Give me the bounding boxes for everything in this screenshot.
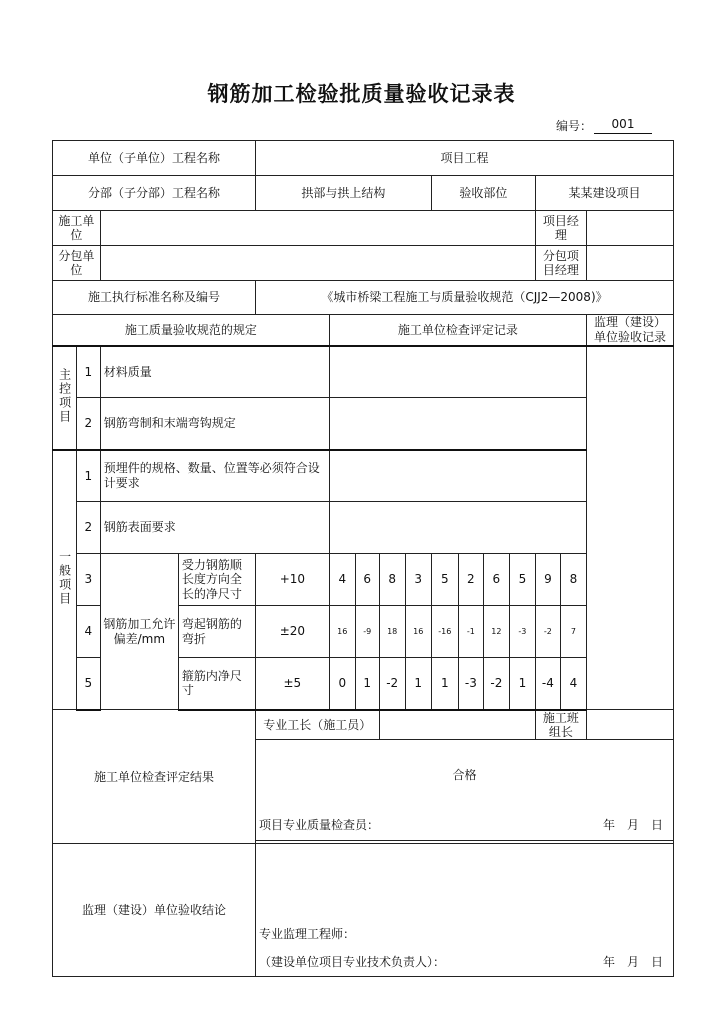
supervisor-record (586, 346, 673, 710)
measure-3-value: 6 (355, 554, 379, 606)
division-row (53, 176, 674, 211)
construction-check-label: 施工单位检查评定结果 (53, 710, 256, 844)
unit-project-value: 项目工程 (255, 141, 673, 176)
measure-5-value: 1 (355, 658, 379, 710)
construction-unit-label: 施工单位 (53, 211, 101, 246)
spec-column-header: 施工质量验收规范的规定 (53, 315, 330, 346)
supervision-blank (255, 844, 673, 919)
supervision-engineer-label: 专业监理工程师： (255, 919, 673, 949)
measure-5-value: 1 (509, 658, 535, 710)
team-leader-label: 施工班组长 (535, 710, 586, 740)
general-item-2-record (329, 502, 586, 554)
check-column-header: 施工单位检查评定记录 (329, 315, 586, 346)
measure-3-value: 2 (458, 554, 483, 606)
measure-3-value: 5 (509, 554, 535, 606)
measure-5-text: 箍筋内净尺寸 (178, 658, 255, 710)
main-item-1-no: 1 (76, 346, 100, 398)
unit-project-label: 单位（子单位）工程名称 (53, 141, 256, 176)
general-item-1-no: 1 (76, 450, 100, 502)
main-item-1-record (329, 346, 586, 398)
subcontract-unit-label: 分包单位 (53, 246, 101, 281)
measure-4-tolerance: ±20 (255, 606, 329, 658)
division-label: 分部（子分部）工程名称 (53, 176, 256, 211)
serial-number: 001 (594, 117, 652, 134)
general-item-1-text: 预埋件的规格、数量、位置等必须符合设计要求 (100, 450, 329, 502)
standard-value: 《城市桥梁工程施工与质量验收规范（CJJ2—2008)》 (255, 281, 673, 315)
measure-5-value: -4 (535, 658, 560, 710)
general-item-2-no: 2 (76, 502, 100, 554)
measure-5-no: 5 (76, 658, 100, 710)
measure-3-value: 6 (483, 554, 509, 606)
supervision-owner-label: （建设单位项目专业技术负责人）： (255, 949, 560, 977)
measure-4-value: 16 (405, 606, 431, 658)
main-item-1-text: 材料质量 (100, 346, 329, 398)
serial-label: 编号： (556, 119, 593, 133)
subcontract-pm-label: 分包项目经理 (535, 246, 586, 281)
measure-5-value: 1 (405, 658, 431, 710)
supervision-label: 监理（建设）单位验收结论 (53, 844, 256, 977)
standard-label: 施工执行标准名称及编号 (53, 281, 256, 315)
measure-4-value: 12 (483, 606, 509, 658)
measure-3-value: 9 (535, 554, 560, 606)
unit-project-row (53, 141, 674, 176)
main-item-2-record (329, 398, 586, 450)
measure-4-value: -16 (431, 606, 458, 658)
construction-unit-row (53, 211, 674, 246)
measure-5-value: 0 (329, 658, 355, 710)
inspection-form (52, 140, 674, 977)
main-item-2-text: 钢筋弯制和末端弯钩规定 (100, 398, 329, 450)
measure-5-value: -3 (458, 658, 483, 710)
general-item-2-text: 钢筋表面要求 (100, 502, 329, 554)
measure-4-value: -9 (355, 606, 379, 658)
division-value: 拱部与拱上结构 (255, 176, 431, 211)
measure-4-text: 弯起钢筋的弯折 (178, 606, 255, 658)
measure-3-value: 4 (329, 554, 355, 606)
measure-3-no: 3 (76, 554, 100, 606)
measure-3-value: 3 (405, 554, 431, 606)
measure-5-value: -2 (483, 658, 509, 710)
deviation-group-label: 钢筋加工允许偏差/mm (100, 554, 178, 710)
measure-4-value: -1 (458, 606, 483, 658)
construction-check-date: 年 月 日 (560, 810, 673, 841)
general-label: 一般项目 (53, 450, 77, 710)
subcontract-unit-value (100, 246, 535, 281)
standard-row (53, 281, 674, 315)
measure-3-value: 8 (379, 554, 405, 606)
supervision-date: 年 月 日 (560, 949, 673, 977)
measure-4-value: 18 (379, 606, 405, 658)
measure-3-value: 8 (560, 554, 586, 606)
general-row-2 (53, 502, 674, 554)
measure-5-value: 4 (560, 658, 586, 710)
main-control-row-1 (53, 346, 674, 398)
construction-check-result: 合格 (255, 740, 673, 810)
foreman-label: 专业工长（施工员） (255, 710, 379, 740)
supervisor-column-header: 监理（建设）单位验收记录 (586, 315, 673, 346)
general-item-1-record (329, 450, 586, 502)
page-title: 钢筋加工检验批质量验收记录表 (207, 82, 516, 106)
measure-3-tolerance: +10 (255, 554, 329, 606)
measure-4-value: -3 (509, 606, 535, 658)
main-item-2-no: 2 (76, 398, 100, 450)
measure-5-value: 1 (431, 658, 458, 710)
foreman-value (379, 710, 535, 740)
measure-4-no: 4 (76, 606, 100, 658)
acceptance-part-label: 验收部位 (431, 176, 535, 211)
column-header-row (53, 315, 674, 346)
measure-5-tolerance: ±5 (255, 658, 329, 710)
supervision-row-1 (53, 844, 674, 919)
main-control-label: 主控项目 (53, 346, 77, 450)
measure-4-value: 16 (329, 606, 355, 658)
subcontract-row (53, 246, 674, 281)
acceptance-part-value: 某某建设项目 (535, 176, 673, 211)
measure-3-text: 受力钢筋顺长度方向全长的净尺寸 (178, 554, 255, 606)
team-leader-value (586, 710, 673, 740)
construction-check-row-1 (53, 710, 674, 740)
subcontract-pm-value (586, 246, 673, 281)
project-manager-value (586, 211, 673, 246)
measure-4-value: 7 (560, 606, 586, 658)
main-control-row-2 (53, 398, 674, 450)
general-row-1 (53, 450, 674, 502)
measure-3-value: 5 (431, 554, 458, 606)
quality-inspector-label: 项目专业质量检查员： (255, 810, 560, 841)
measure-row-3 (53, 554, 674, 606)
construction-unit-value (100, 211, 535, 246)
measure-5-value: -2 (379, 658, 405, 710)
measure-4-value: -2 (535, 606, 560, 658)
project-manager-label: 项目经理 (535, 211, 586, 246)
